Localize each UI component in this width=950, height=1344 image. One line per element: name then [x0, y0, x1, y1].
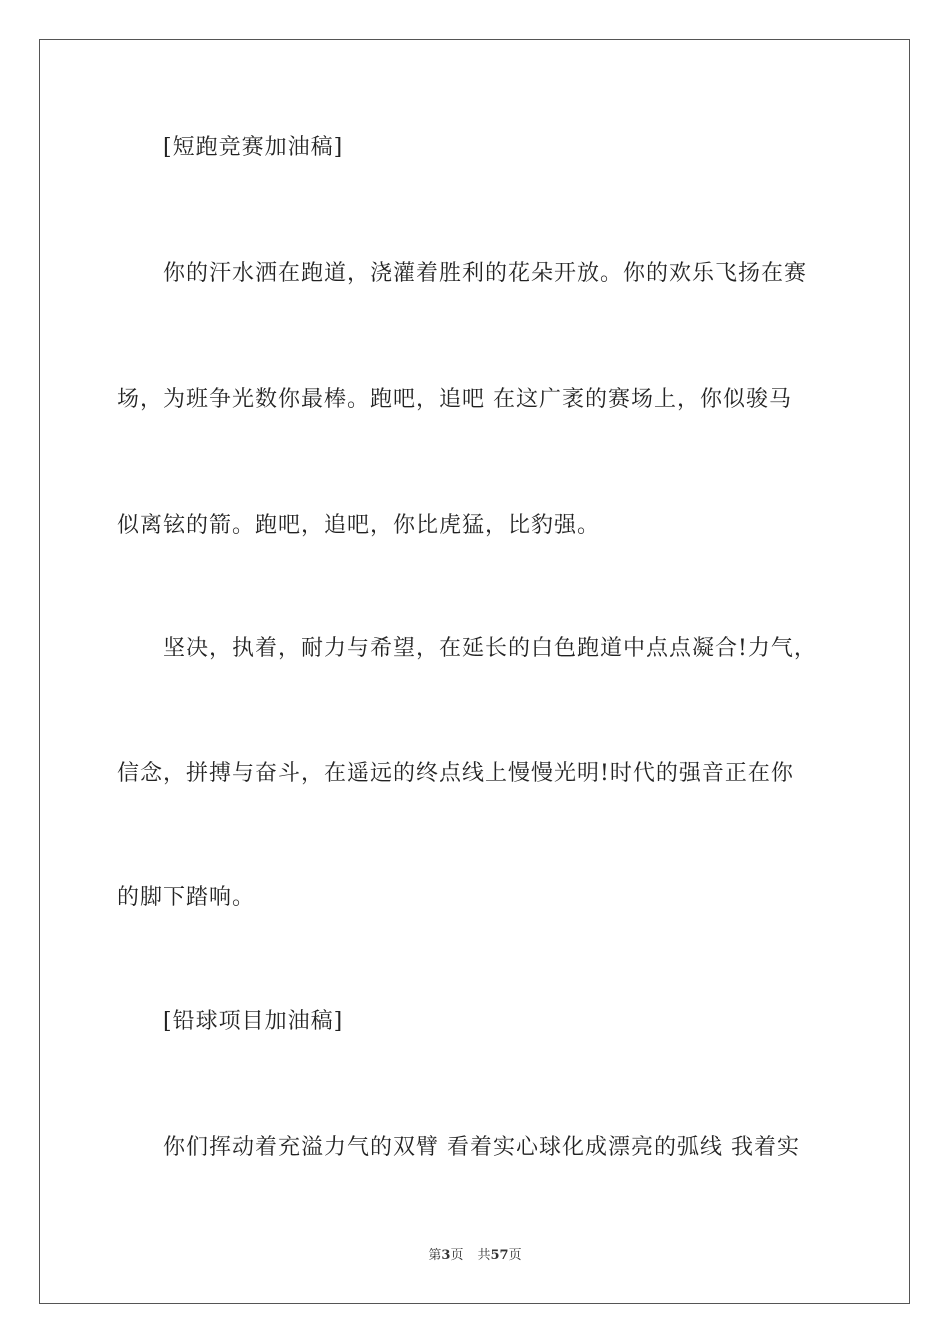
paragraph-line: 信念，拼搏与奋斗，在遥远的终点线上慢慢光明!时代的强音正在你 [117, 761, 794, 786]
page-border [39, 39, 910, 1304]
total-suffix: 页 [508, 1248, 522, 1263]
page-number: 3 [441, 1248, 451, 1263]
paragraph-line: 坚决，执着，耐力与希望，在延长的白色跑道中点点凝合!力气， [163, 636, 817, 661]
page-footer [0, 1247, 950, 1265]
paragraph-line: 的脚下踏响。 [117, 885, 256, 910]
total-pages: 57 [490, 1248, 509, 1263]
paragraph-line: 似离铉的箭。跑吧，追吧，你比虎猛，比豹强。 [117, 513, 601, 538]
page-suffix: 页 [450, 1248, 464, 1263]
page-prefix: 第 [428, 1248, 442, 1263]
paragraph-line: 你们挥动着充溢力气的双臂 看着实心球化成漂亮的弧线 我着实 [163, 1135, 800, 1160]
paragraph-line: 你的汗水洒在跑道，浇灌着胜利的花朵开放。你的欢乐飞扬在赛 [163, 261, 808, 286]
paragraph-line: 场，为班争光数你最棒。跑吧，追吧 在这广袤的赛场上，你似骏马 [117, 387, 792, 412]
section-heading-shotput: [铅球项目加油稿] [163, 1009, 344, 1034]
total-prefix: 共 [477, 1248, 491, 1263]
section-heading-sprint: [短跑竞赛加油稿] [163, 135, 344, 160]
